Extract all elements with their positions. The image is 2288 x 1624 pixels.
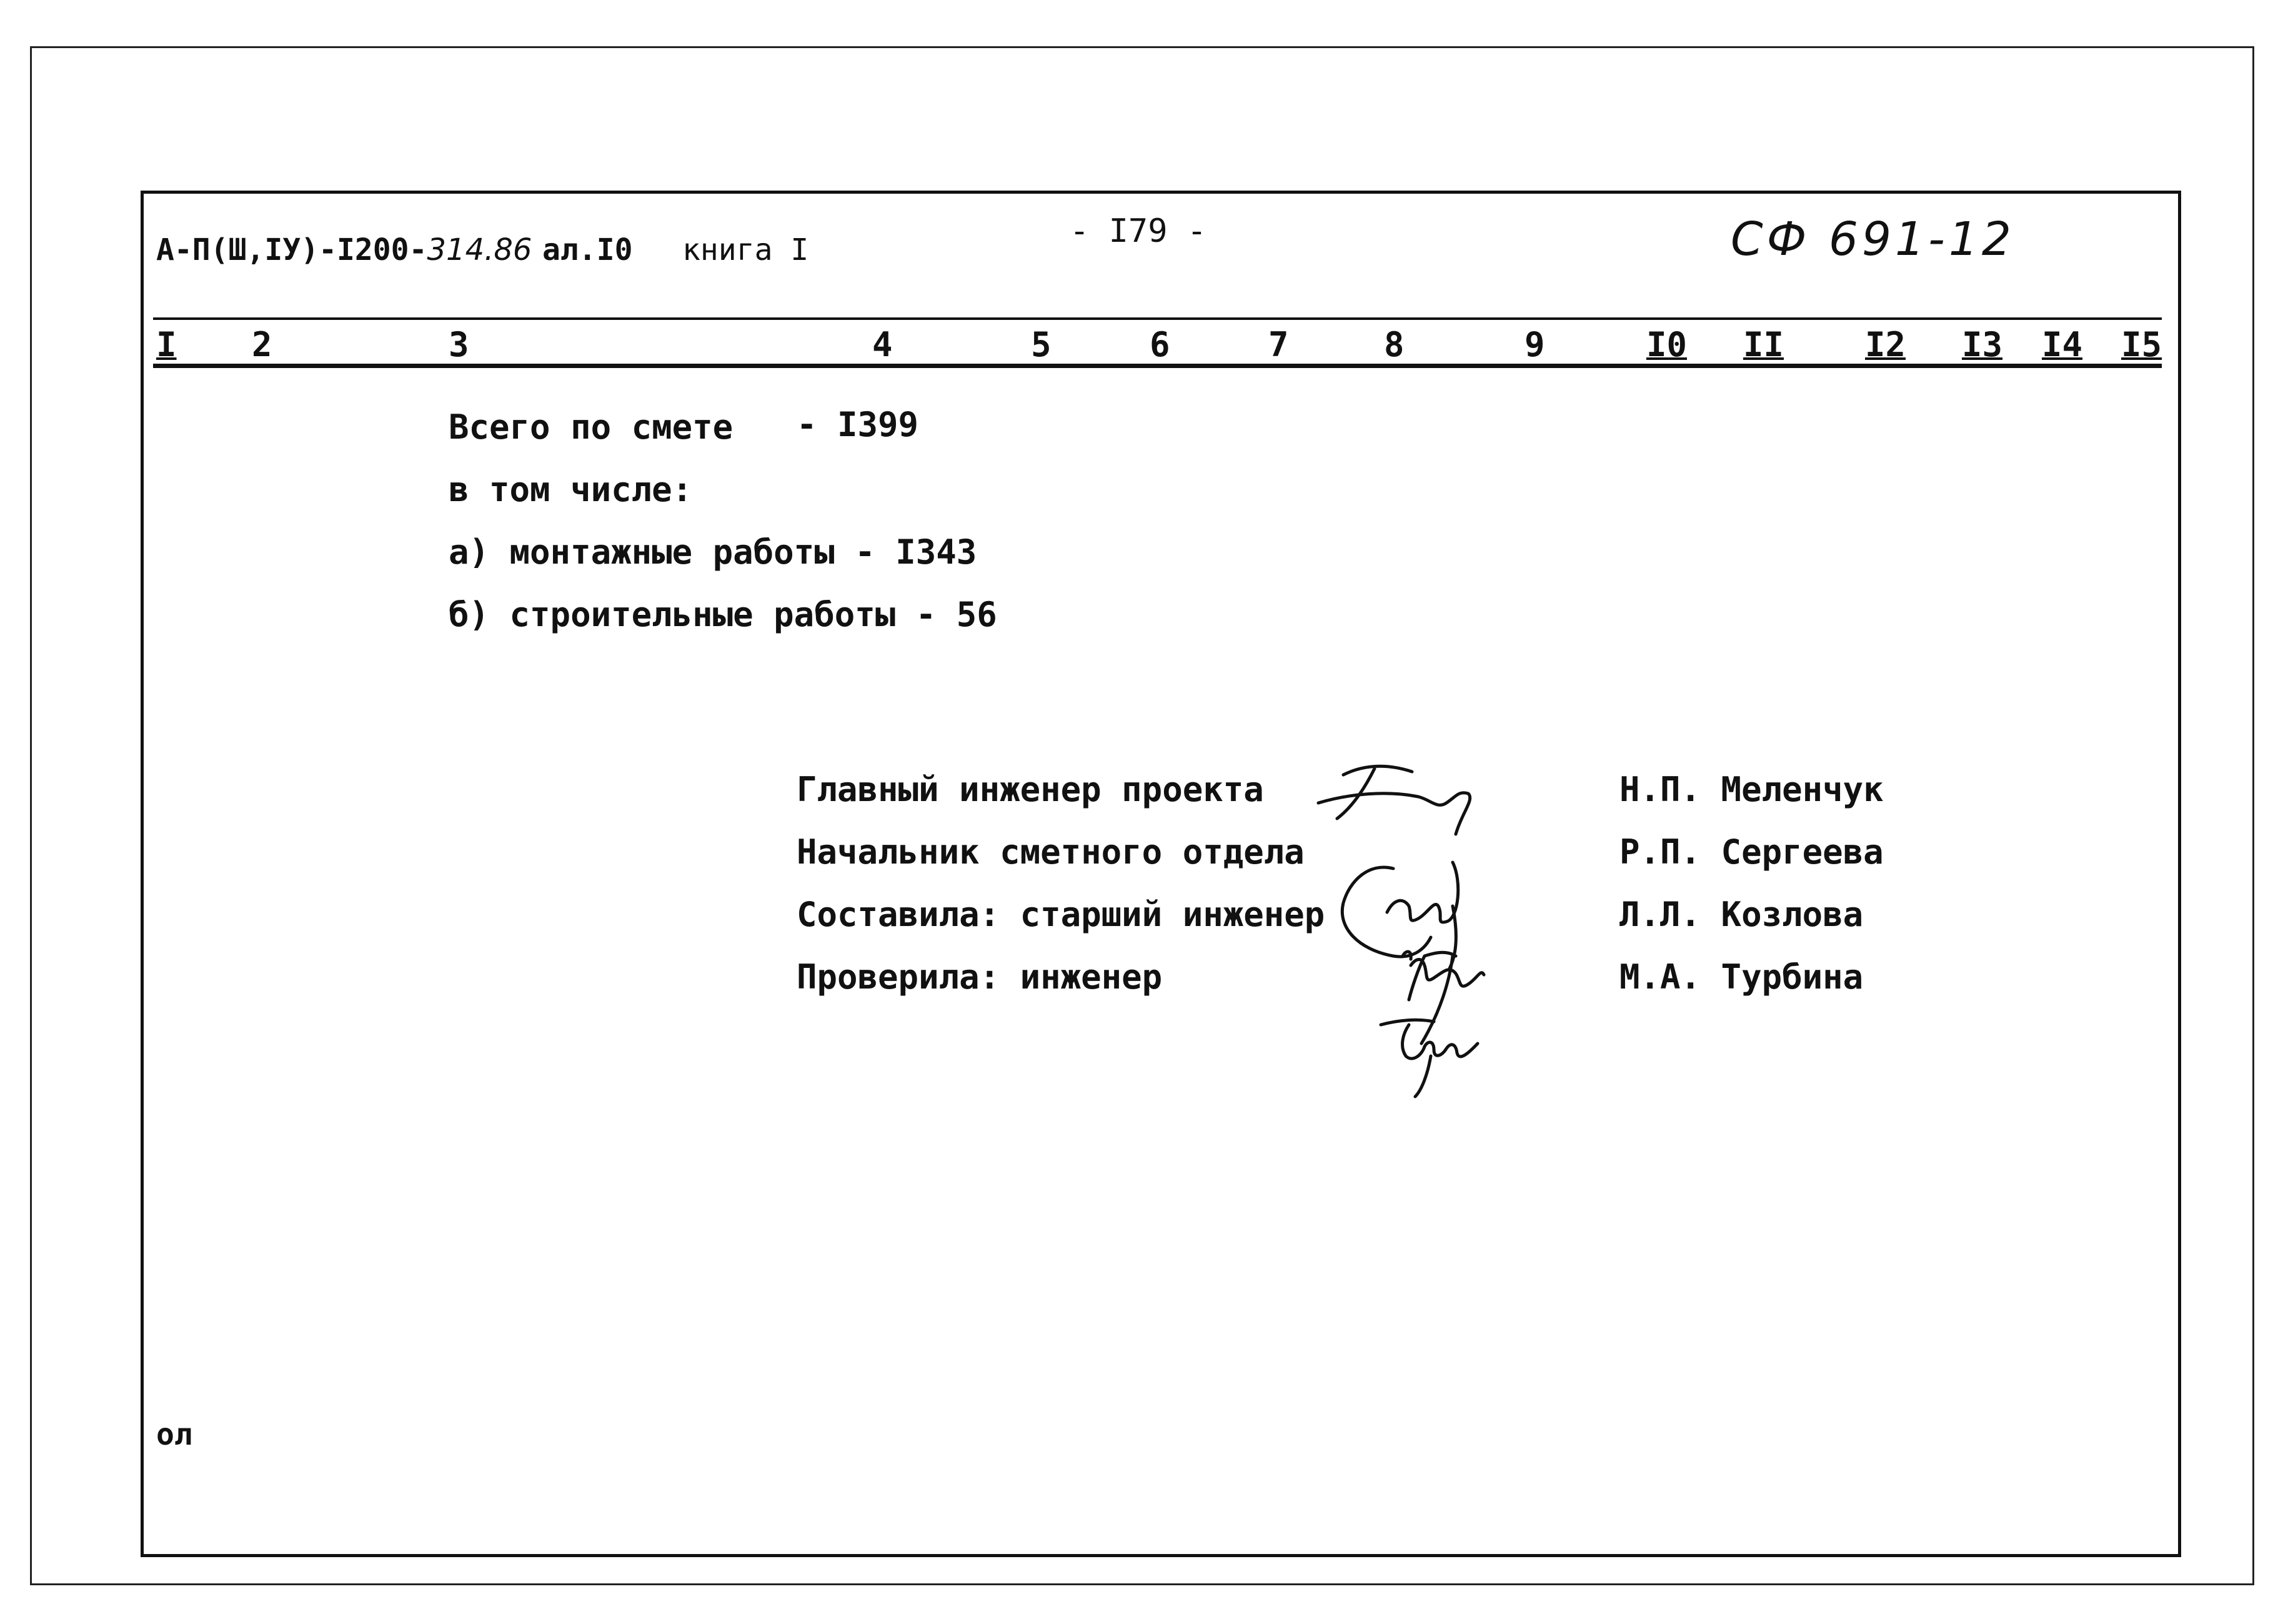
total-label: Всего по смете [449, 407, 734, 447]
column-header-bottom-rule [153, 364, 2162, 368]
sheet-label: ал.I0 [542, 232, 633, 267]
column-number: 2 [252, 325, 272, 364]
signatory-name: Р.П. Сергеева [1619, 832, 1884, 872]
signature-role: Проверила: инженер [797, 957, 1163, 997]
column-number: I4 [2042, 325, 2083, 364]
signature-role: Главный инженер проекта [797, 770, 1264, 809]
summary-item-construction: б) строительные работы - 56 [449, 595, 997, 634]
signatory-name: Л.Л. Козлова [1619, 895, 1864, 934]
sheet-frame [141, 191, 2181, 1557]
column-number: I0 [1646, 325, 1688, 364]
handwritten-signatures [1300, 750, 1500, 1100]
column-number: II [1743, 325, 1784, 364]
column-number: 7 [1268, 325, 1289, 364]
column-number: I5 [2121, 325, 2162, 364]
column-number: I [156, 325, 177, 364]
column-number: 3 [449, 325, 469, 364]
summary-item-installation: а) монтажные работы - I343 [449, 532, 977, 572]
book-label: книга I [682, 232, 809, 267]
signature-role: Начальник сметного отдела [797, 832, 1305, 872]
column-number: 9 [1525, 325, 1545, 364]
signatory-name: Н.П. Меленчук [1619, 770, 1884, 809]
signature-role: Составила: старший инженер [797, 895, 1325, 934]
stamp-code: СФ 691-12 [1731, 212, 2016, 266]
including-label: в том числе: [449, 470, 693, 509]
total-value: - I399 [797, 405, 919, 444]
column-number: 6 [1150, 325, 1170, 364]
column-number: 5 [1031, 325, 1052, 364]
column-number: 8 [1384, 325, 1405, 364]
signatory-name: М.А. Турбина [1619, 957, 1864, 997]
corner-mark: ол [156, 1417, 192, 1452]
document-code: А-П(Ш,IУ)-I200-314.86 [156, 232, 532, 267]
page-number: - I79 - [1070, 212, 1207, 250]
column-header-top-rule [153, 317, 2162, 320]
column-number: I2 [1865, 325, 1906, 364]
column-number: I3 [1962, 325, 2003, 364]
column-number: 4 [872, 325, 893, 364]
document-hand-number: 314.86 [427, 232, 532, 267]
